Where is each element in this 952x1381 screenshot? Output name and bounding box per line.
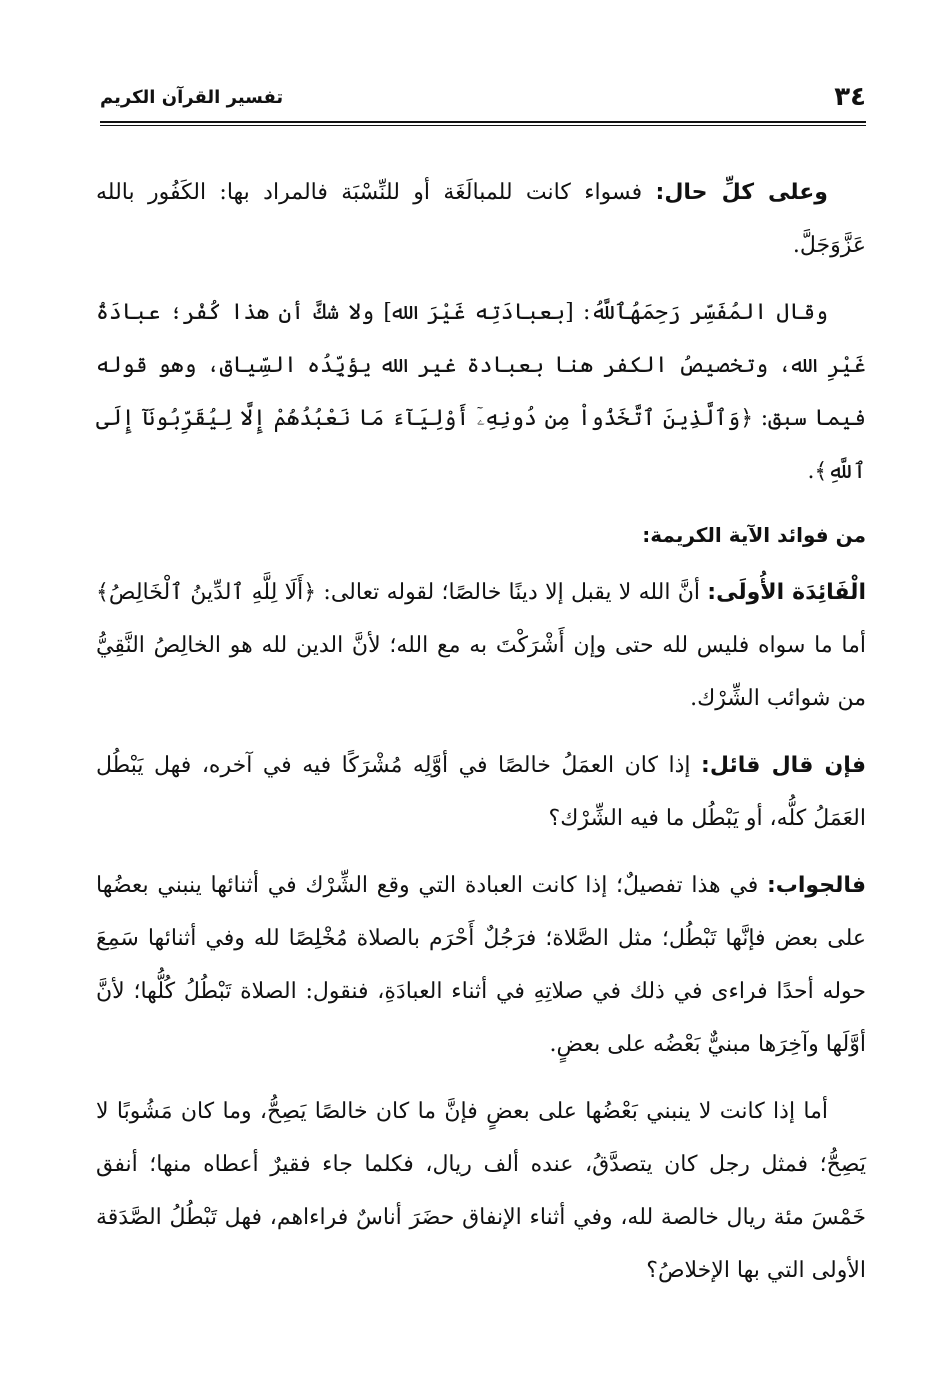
benefit-first — [96, 566, 866, 725]
running-title: تفسير القرآن الكريم — [100, 87, 284, 108]
closing-paragraph — [96, 1085, 866, 1297]
paragraph-text: في هذا تفصيلٌ؛ إذا كانت العبادة التي وقع الشِّرْك في أثنائها ينبني بعضُها على بعض فإنَّها تَبْطُل؛ مثل الصَّلاة؛ فرَجُلٌ أَحْرَم بالصلاة مُخْلِصًا لله وفي أثنائها سَمِعَ حوله أحدًا فراءى في ذلك في صلاتِهِ في أثناء العبادَةِ، فنقول: الصلاة تَبْطُلُ كُلُّها؛ لأنَّ أوَّلَها وآخِرَها مبنيٌّ بَعْضُه على بعضٍ. — [96, 873, 866, 1057]
paragraph-2 — [96, 286, 866, 498]
paragraph-lead: وعلى كلِّ حال: — [655, 180, 828, 205]
page-number: ٣٤ — [834, 82, 866, 112]
page-content — [96, 166, 866, 1311]
paragraph-text: أما إذا كانت لا ينبني بَعْضُها على بعضٍ فإنَّ ما كان خالصًا يَصِحُّ، وما كان مَشُوبًا لا يَصِحُّ؛ فمثل رجل كان يتصدَّقُ، عنده ألف ريال، فكلما جاء فقيرٌ أعطاه منها؛ أنفق خَمْسَ مئة ريال خالصة لله، وفي أثناء الإنفاق حضَرَ أناسٌ فراءاهم، فهل تَبْطُلُ الصَّدَقة الأولى التي بها الإخلاصُ؟ — [96, 1099, 866, 1283]
section-heading: من فوائد الآية الكريمة: — [642, 523, 866, 547]
header-rule — [100, 121, 866, 126]
page-header — [100, 78, 866, 122]
paragraph-1 — [96, 166, 866, 272]
paragraph-text: أنَّ الله لا يقبل إلا دينًا خالصًا؛ لقوله تعالى: ﴿أَلَا لِلَّهِ ٱلدِّينُ ٱلْخَالِصُ﴾ أما ما سواه فليس لله حتى وإن أَشْرَكْتَ به مع الله؛ لأنَّ الدين لله هو الخالِصُ النَّقِيُّ من شوائب الشِّرْك. — [96, 580, 866, 711]
paragraph-lead: الْفَائِدَة الأُولَى: — [707, 580, 866, 605]
question-paragraph — [96, 739, 866, 845]
paragraph-text: فسواء كانت للمبالَغَة أو للنِّسْبَة فالمراد بها: الكَفُور بالله عَزَّوَجَلَّ. — [96, 180, 866, 258]
paragraph-lead: فإن قال قائل: — [701, 753, 866, 778]
paragraph-lead: فالجواب: — [766, 873, 866, 898]
answer-paragraph — [96, 859, 866, 1071]
paragraph-text: إذا كان العمَلُ خالصًا في أوَّلِه مُشْرَكًا فيه في آخره، فهل يَبْطُل العَمَلُ كلُّه، أو يَبْطُل ما فيه الشِّرْك؟ — [96, 753, 866, 831]
paragraph-text: وقال المُفَسِّر رَحِمَهُٱللَّهُ: [بعبادَتِه غَيْرَ الله] ولا شكَّ أن هذا كُفْر؛ عبادَةُ غَيْرِ الله، وتخصيصُ الكفر هنا بعبادة غير الله يؤيِّدُه السِّياق، وهو قوله فيما سبق: ﴿وَٱلَّذِينَ ٱتَّخَذُواْ مِن دُونِهِۦٓ أَوْلِيَآءَ مَا نَعْبُدُهُمْ إِلَّا لِيُقَرِّبُونَآ إِلَى ٱللَّهِ﴾. — [96, 300, 866, 484]
